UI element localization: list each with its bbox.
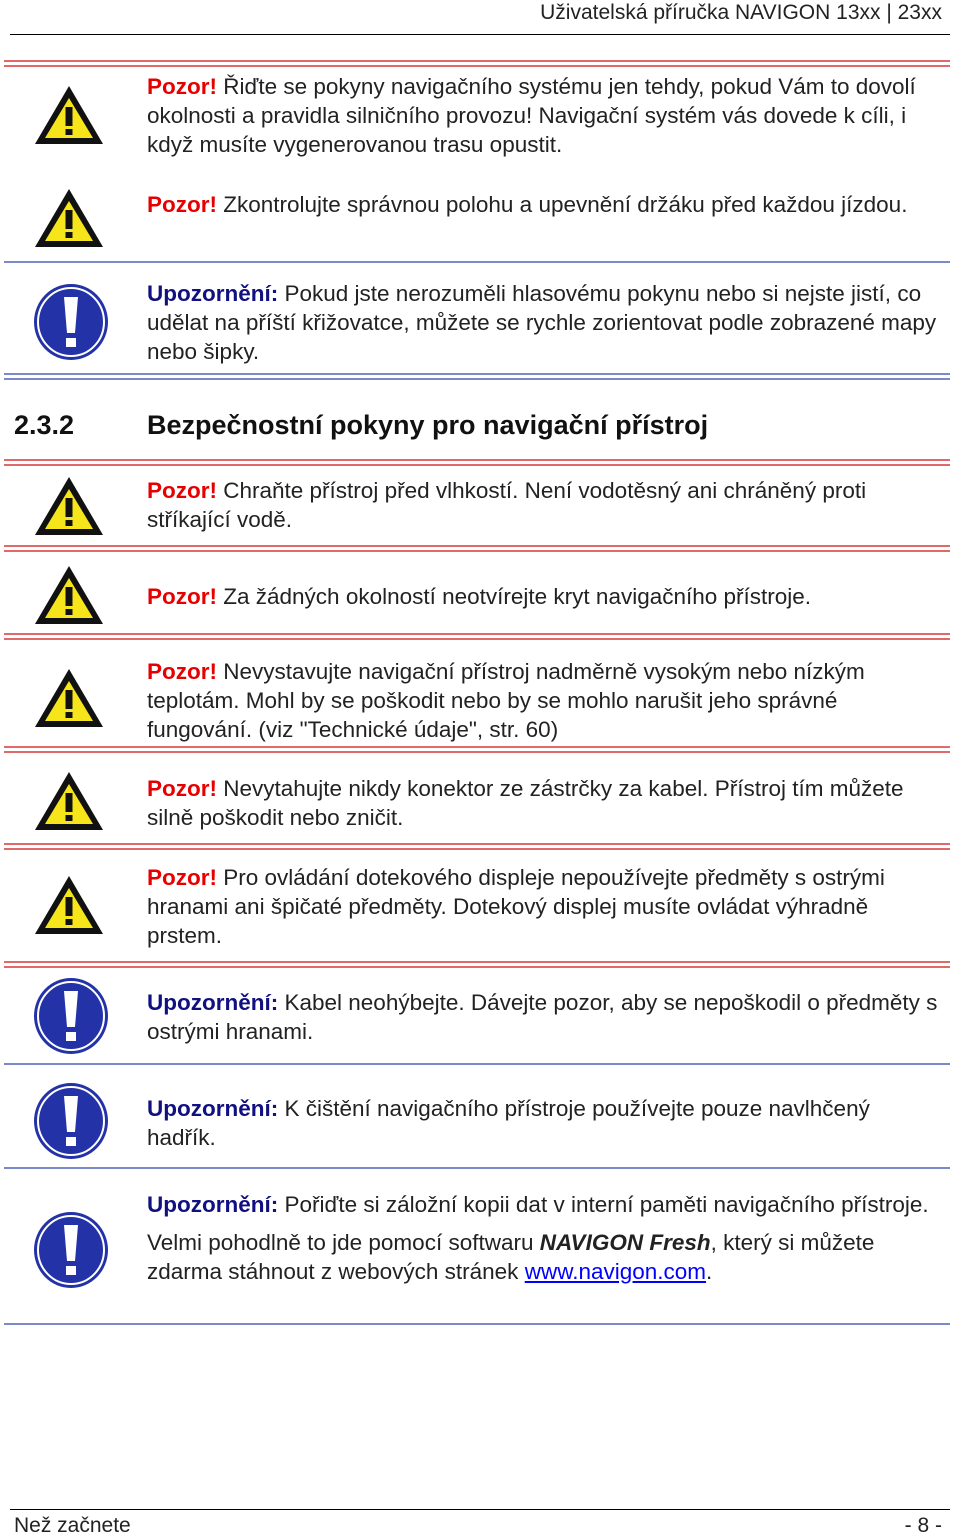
warning-paragraph: [147, 476, 942, 534]
website-link[interactable]: www.navigon.com: [524, 1259, 707, 1284]
notice-text: .: [706, 1259, 713, 1284]
warning-paragraph: [147, 582, 942, 611]
notice-exclamation-icon: [33, 1082, 109, 1160]
warning-label: Pozor!: [147, 478, 217, 503]
page-number: - 8 -: [904, 1514, 942, 1537]
warning-text: Za žádných okolností neotvírejte kryt navigačního přístroje.: [217, 584, 812, 609]
footer-chapter: Než začnete: [14, 1514, 131, 1537]
section-title: Bezpečnostní pokyny pro navigační přístroj: [147, 410, 709, 440]
warning-label: Pozor!: [147, 192, 217, 217]
warning-text: Chraňte přístroj před vlhkostí. Není vodotěsný ani chráněný proti stříkající vodě.: [147, 478, 867, 532]
warning-text: Nevytahujte nikdy konektor ze zástrčky za kabel. Přístroj tím můžete silně poškodit nebo zničit.: [147, 776, 904, 830]
warning-triangle-icon: [33, 474, 105, 538]
warning-triangle-icon: [33, 563, 105, 627]
notice-paragraph: [147, 279, 942, 366]
section-number: 2.3.2: [14, 410, 75, 440]
notice-paragraph: [147, 1190, 942, 1286]
warning-text: Zkontrolujte správnou polohu a upevnění držáku před každou jízdou.: [217, 192, 908, 217]
warning-text: Řiďte se pokyny navigačního systému jen tehdy, pokud Vám to dovolí okolnosti a pravidla silničního provozu! Navigační systém vás dovede k cíli, i když musíte vygenerovanou trasu opustit.: [147, 74, 916, 157]
notice-paragraph: [147, 1094, 942, 1152]
notice-exclamation-icon: [33, 977, 109, 1055]
footer-divider: [10, 1509, 950, 1510]
page-header: Uživatelská příručka NAVIGON 13xx | 23xx: [540, 1, 942, 24]
warning-label: Pozor!: [147, 659, 217, 684]
header-divider: [10, 34, 950, 35]
notice-label: Upozornění:: [147, 281, 279, 306]
notice-label: Upozornění:: [147, 1096, 279, 1121]
notice-text: Kabel neohýbejte. Dávejte pozor, aby se nepoškodil o předměty s ostrými hranami.: [147, 990, 938, 1044]
warning-paragraph: [147, 657, 942, 744]
warning-paragraph: [147, 863, 942, 950]
warning-label: Pozor!: [147, 776, 217, 801]
warning-triangle-icon: [33, 83, 105, 147]
warning-label: Pozor!: [147, 74, 217, 99]
notice-exclamation-icon: [33, 1211, 109, 1289]
notice-exclamation-icon: [33, 283, 109, 361]
notice-label: Upozornění:: [147, 990, 279, 1015]
warning-triangle-icon: [33, 186, 105, 250]
warning-label: Pozor!: [147, 865, 217, 890]
notice-paragraph: [147, 988, 942, 1046]
warning-paragraph: [147, 190, 942, 219]
notice-text: Pokud jste nerozuměli hlasovému pokynu nebo si nejste jistí, co udělat na příští křižovatce, můžete se rychle zorientovat podle zobrazené mapy nebo šipky.: [147, 281, 937, 364]
warning-triangle-icon: [33, 666, 105, 730]
notice-text: Velmi pohodlně to jde pomocí softwaru: [147, 1230, 540, 1255]
warning-triangle-icon: [33, 769, 105, 833]
notice-text: , který si můžete zdarma stáhnout z webových stránek: [147, 1230, 875, 1284]
warning-paragraph: [147, 72, 942, 159]
warning-text: Pro ovládání dotekového displeje nepoužívejte předměty s ostrými hranami ani špičaté předměty. Dotekový displej musíte ovládat výhradně prstem.: [147, 865, 885, 948]
warning-triangle-icon: [33, 873, 105, 937]
section-heading: [14, 410, 708, 441]
warning-text: Nevystavujte navigační přístroj nadměrně vysokým nebo nízkým teplotám. Mohl by se poškodit nebo by se mohlo narušit jeho správné fungování. (viz "Technické údaje", str. 60): [147, 659, 865, 742]
warning-label: Pozor!: [147, 584, 217, 609]
product-name: NAVIGON Fresh: [539, 1230, 711, 1255]
notice-label: Upozornění:: [147, 1192, 279, 1217]
notice-text: Pořiďte si záložní kopii dat v interní paměti navigačního přístroje.: [278, 1192, 929, 1217]
notice-text: K čištění navigačního přístroje používejte pouze navlhčený hadřík.: [147, 1096, 870, 1150]
warning-paragraph: [147, 774, 942, 832]
